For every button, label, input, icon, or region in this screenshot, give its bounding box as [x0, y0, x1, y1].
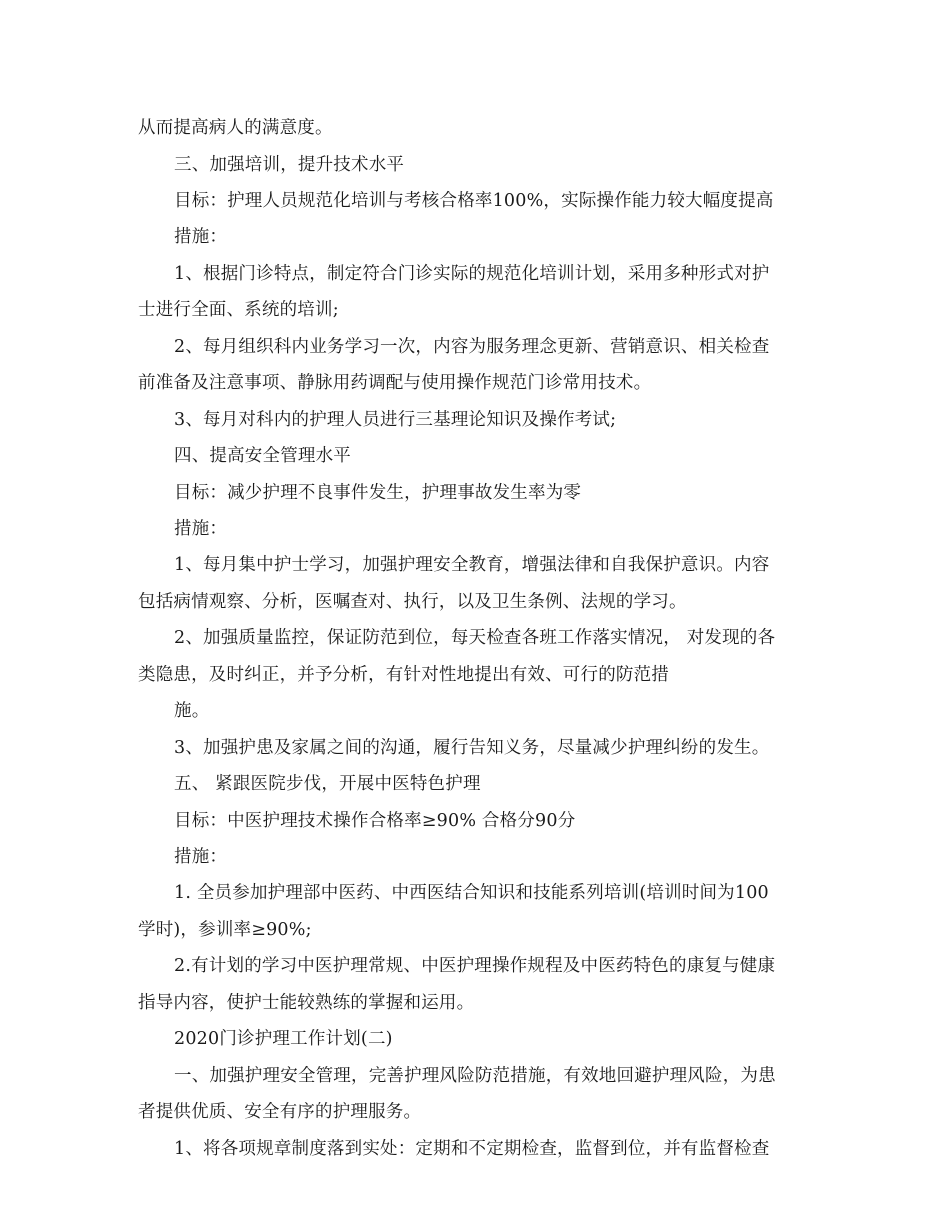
text-line: 施。 — [174, 701, 210, 721]
text-line: 1、将各项规章制度落到实处：定期和不定期检查，监督到位，并有监督检查 — [174, 1139, 770, 1159]
text-line: 1、每月集中护士学习，加强护理安全教育，增强法律和自我保护意识。内容 — [174, 555, 770, 575]
text-line: 措施： — [174, 847, 228, 867]
text-line: 3、每月对科内的护理人员进行三基理论知识及操作考试; — [174, 410, 617, 430]
section-heading: 四、提高安全管理水平 — [174, 446, 351, 466]
text-line: 目标：护理人员规范化培训与考核合格率100%，实际操作能力较大幅度提高 — [174, 191, 774, 211]
text-line: 类隐患，及时纠正，并予分析，有针对性地提出有效、可行的防范措 — [138, 665, 669, 685]
section-heading: 一、加强护理安全管理，完善护理风险防范措施，有效地回避护理风险，为患 — [174, 1066, 776, 1086]
text-line: 指导内容，使护士能较熟练的掌握和运用。 — [138, 993, 475, 1013]
text-line: 2、加强质量监控，保证防范到位，每天检查各班工作落实情况， 对发现的各 — [174, 628, 776, 648]
text-line: 学时)，参训率≥90%; — [138, 920, 312, 940]
text-line: 从而提高病人的满意度。 — [138, 118, 333, 138]
document-title: 2020门诊护理工作计划(二) — [174, 1029, 393, 1049]
text-line: 目标：中医护理技术操作合格率≥90% 合格分90分 — [174, 811, 576, 831]
text-line: 包括病情观察、分析，医嘱查对、执行，以及卫生条例、法规的学习。 — [138, 592, 687, 612]
text-line: 2、每月组织科内业务学习一次，内容为服务理念更新、营销意识、相关检查 — [174, 337, 770, 357]
text-line: 目标：减少护理不良事件发生，护理事故发生率为零 — [174, 483, 582, 503]
text-line: 1. 全员参加护理部中医药、中西医结合知识和技能系列培训(培训时间为100 — [174, 883, 769, 903]
section-heading: 五、 紧跟医院步伐，开展中医特色护理 — [174, 774, 481, 794]
text-line: 2.有计划的学习中医护理常规、中医护理操作规程及中医药特色的康复与健康 — [174, 956, 776, 976]
text-line: 1、根据门诊特点，制定符合门诊实际的规范化培训计划，采用多种形式对护 — [174, 264, 770, 284]
text-line: 者提供优质、安全有序的护理服务。 — [138, 1102, 422, 1122]
text-line: 3、加强护患及家属之间的沟通，履行告知义务，尽量减少护理纠纷的发生。 — [174, 738, 770, 758]
text-line: 措施： — [174, 227, 228, 247]
text-line: 前准备及注意事项、静脉用药调配与使用操作规范门诊常用技术。 — [138, 373, 652, 393]
text-line: 措施： — [174, 519, 228, 539]
text-line: 士进行全面、系统的培训; — [138, 300, 339, 320]
section-heading: 三、加强培训，提升技术水平 — [174, 155, 405, 175]
